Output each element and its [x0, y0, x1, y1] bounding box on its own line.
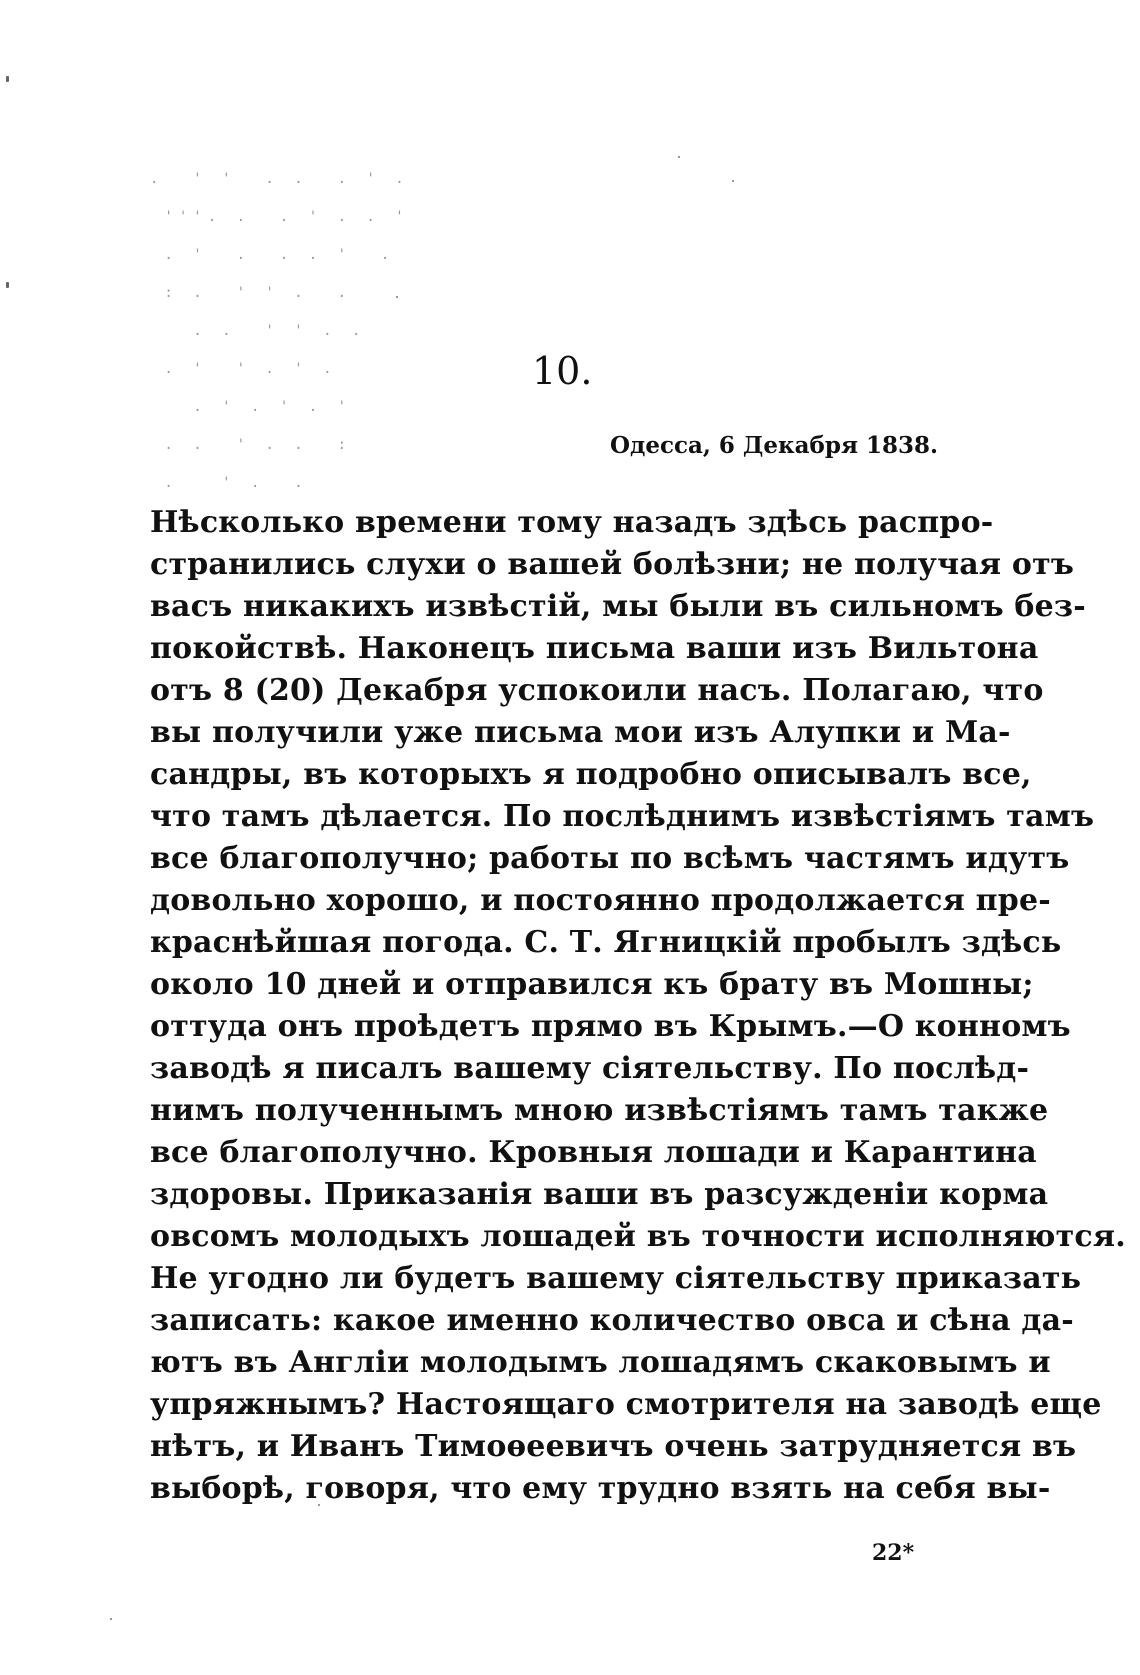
speck — [396, 296, 398, 298]
letter-line: выборѣ, говоря, что ему трудно взять на себя вы- — [150, 1471, 1051, 1506]
letter-line: вы получили уже письма мои изъ Алупки и Ма- — [150, 715, 1011, 750]
speck — [110, 1618, 112, 1620]
letter-line: покойствѣ. Наконецъ письма ваши изъ Вильтона — [150, 631, 1039, 666]
letter-line: упряжнымъ? Настоящаго смотрителя на заводѣ еще — [150, 1387, 1102, 1422]
letter-line: Нѣсколько времени тому назадъ здѣсь распро- — [150, 505, 994, 540]
letter-line: все благополучно; работы по всѣмъ частямъ идутъ — [150, 841, 1070, 876]
letter-line: странились слухи о вашей болѣзни; не получая отъ — [150, 547, 1075, 582]
letter-line: отъ 8 (20) Декабря успокоили насъ. Полагаю, что — [150, 673, 1044, 708]
letter-line: нѣтъ, и Иванъ Тимоѳеевичъ очень затрудняется въ — [150, 1429, 1077, 1464]
signature-mark: 22* — [872, 1540, 915, 1566]
letter-line: что тамъ дѣлается. По послѣднимъ извѣстіямъ тамъ — [150, 799, 1095, 834]
letter-line: все благополучно. Кровныя лошади и Карантина — [150, 1135, 1037, 1170]
letter-line: довольно хорошо, и постоянно продолжается пре- — [150, 883, 1051, 918]
letter-line: заводѣ я писалъ вашему сіятельству. По послѣд- — [150, 1051, 1030, 1086]
page-edge-mark — [6, 282, 9, 288]
letter-date: Одесса, 6 Декабря 1838. — [610, 432, 938, 459]
letter-line: записать: какое именно количество овса и сѣна да- — [150, 1303, 1074, 1338]
letter-line: нимъ полученнымъ мною извѣстіямъ тамъ также — [150, 1093, 1049, 1128]
letter-line: краснѣйшая погода. С. Т. Ягницкій пробылъ здѣсь — [150, 925, 1062, 960]
letter-line: около 10 дней и отправился къ брату въ Мошны; — [150, 967, 1034, 1002]
letter-number: 10. — [532, 349, 593, 393]
letter-line: здоровы. Приказанія ваши въ разсужденіи корма — [150, 1177, 1049, 1212]
letter-line: сандры, въ которыхъ я подробно описывалъ все, — [150, 757, 1032, 792]
letter-body — [150, 502, 1126, 1510]
letter-line: Не угодно ли будетъ вашему сіятельству приказать — [150, 1261, 1082, 1296]
bleed-through-specks: . ' ' . . . ' . '''. . . ' . . ' . ' . . . ' . : . ' ' . . . . ' ' . . . ' ' . ' . . ' . ' . ' . . ' . . : . ' . . — [150, 171, 410, 491]
letter-line: оттуда онъ проѣдетъ прямо въ Крымъ.—О конномъ — [150, 1009, 1071, 1044]
letter-line: ютъ въ Англіи молодымъ лошадямъ скаковымъ и — [150, 1345, 1051, 1380]
speck — [678, 156, 680, 158]
speck — [732, 180, 734, 182]
page-edge-mark — [6, 76, 9, 82]
letter-line: овсомъ молодыхъ лошадей въ точности исполняются. — [150, 1219, 1126, 1254]
letter-line: васъ никакихъ извѣстій, мы были въ сильномъ без- — [150, 589, 1086, 624]
